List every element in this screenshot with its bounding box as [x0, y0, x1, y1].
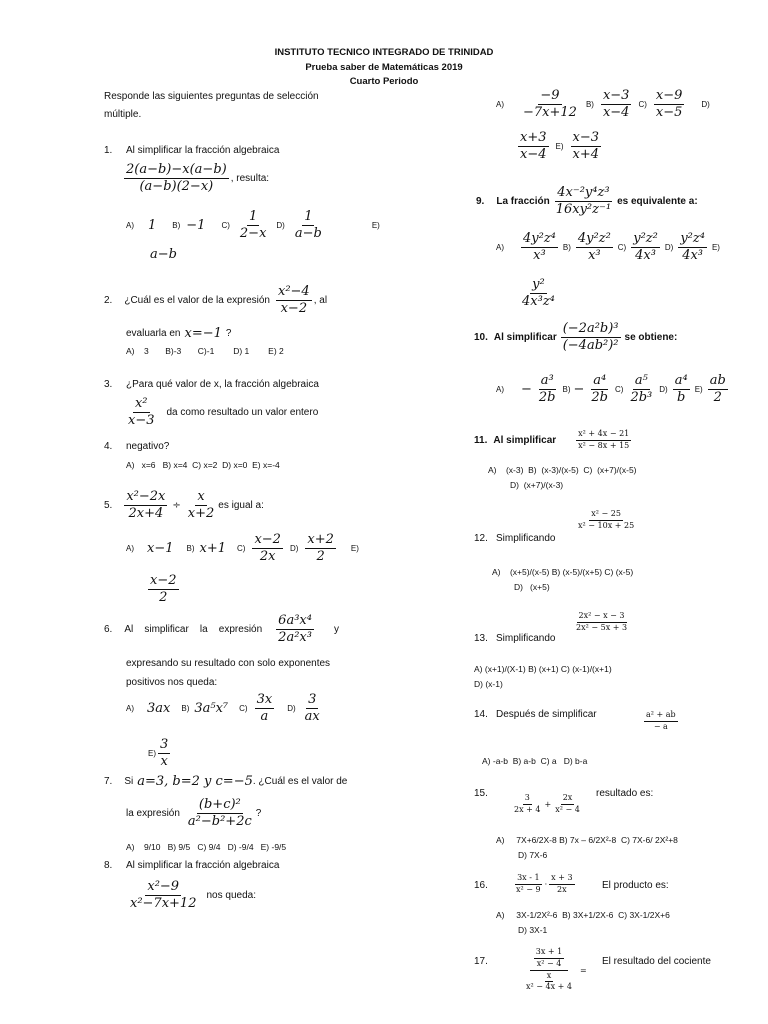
q12-text: Simplificando [496, 533, 556, 544]
q8-expression: $\frac{\text{x²−9}}{\text{x²−7x+12}}$ nos queda: [130, 879, 256, 912]
q10-options: A) − $\frac{\text{a³}}{2b}$ B) − $\frac{\text{a⁴}}{2b}$ C) $\frac{\text{a⁵}}{\text{2b³}}$ D) $\frac{\text{a⁴}}{b}$ E) $\frac{ab}{2}$ [496, 373, 726, 406]
intro-line1: Responde las siguientes preguntas de selección [104, 91, 319, 102]
q9-line1: 9. La fracción $\frac{\text{4x⁻²y⁴z³}}{\text{16xy²z⁻¹}}$ es equivalente a: [476, 185, 698, 218]
q1-options: A) 1 B) −1 C) $\frac{1}{2-x}$ D) $\frac{1}{a-b}$ E) [126, 209, 380, 242]
q1-number: 1. [104, 145, 113, 156]
q16-tail: El producto es: [602, 880, 669, 891]
q10-line1: 10. Al simplificar $\frac{\text{(−2a²b)³}}{\text{(−4ab²)²}}$ se obtiene: [474, 321, 678, 354]
q4-text: negativo? [126, 441, 170, 452]
q17-expression: $\frac{\frac{3x + 1}{\text{x² − 4}}}{\frac{x}{\text{x² − 4x + 4}}}$ = [526, 947, 587, 992]
q6-options: A) 3ax B) 3a⁵x⁷ C) $\frac{3x}{a}$ D) $\frac{3}{ax}$ [126, 692, 320, 725]
q6-line1: 6. Al simplificar la expresión $\frac{\text{6a³x⁴}}{\text{2a²x³}}$ y [104, 613, 339, 646]
q13-expression: $\frac{\text{2x² − x − 3}}{\text{2x² − 5x + 3}}$ [576, 611, 628, 632]
q7-line2: la expresión $\frac{\text{(b+c)²}}{\text{a²−b²+2c}}$ ? [126, 797, 262, 830]
q16-options: A) 3X-1/2X²-6 B) 3X+1/2X-6 C) 3X-1/2X+6 [496, 910, 670, 920]
q8-options-row2: $\frac{x+3}{x-4}$ E) $\frac{x-3}{x+4}$ [520, 130, 599, 163]
q14-options: A) -a-b B) a-b C) a D) b-a [482, 756, 588, 766]
q15-options: A) 7X+6/2X-8 B) 7x – 6/2X²-8 C) 7X-6/ 2X²+8 [496, 835, 678, 845]
q12-options: A) (x+5)/(x-5) B) (x-5)/(x+5) C) (x-5) [492, 567, 634, 577]
q6-option-e: E) $\frac{3}{x}$ [148, 737, 169, 770]
q3-text: ¿Para qué valor de x, la fracción algebraica [126, 379, 319, 390]
q2-line2: evaluarla en x=−1 ? [126, 326, 232, 341]
q11-options: A) (x-3) B) (x-3)/(x-5) C) (x+7)/(x-5) [488, 465, 637, 475]
q12-option-d: D) (x+5) [514, 582, 550, 592]
q6-line2: expresando su resultado con solo exponentes [126, 658, 331, 669]
q7-line1: 7. Si a=3, b=2 y c=−5 . ¿Cuál es el valor de [104, 774, 348, 789]
q11-line1: 11. Al simplificar $\frac{\text{x² + 4x − 21}}{\text{x² − 8x + 15}}$ [474, 429, 630, 450]
q13-option-d: D) (x-1) [474, 679, 503, 689]
q13-options: A) (x+1)/(X-1) B) (x+1) C) (x-1)/(x+1) [474, 664, 612, 674]
intro-line2: múltiple. [104, 109, 142, 120]
exam-period: Cuarto Periodo [349, 76, 419, 87]
q16-option-d: D) 3X-1 [518, 925, 548, 935]
q15-option-d: D) 7X-6 [518, 850, 548, 860]
q17-number: 17. [474, 956, 488, 967]
q16-expression: $\frac{3x - 1}{\text{x² − 9}}$ · $\frac{x + 3}{2x}$ [516, 873, 573, 894]
q15-expression: $\frac{3}{2x + 4}$ + $\frac{2x}{\text{x² − 4}}$ [514, 793, 580, 814]
q8-options: A) $\frac{-9}{-7x+12}$ B) $\frac{x-3}{x-4}$ C) $\frac{x-9}{x-5}$ D) [496, 88, 710, 121]
q5-options: A) x−1 B) x+1 C) $\frac{x-2}{2x}$ D) $\frac{x+2}{2}$ E) [126, 532, 359, 565]
q2-options: A) 3 B)-3 C)-1 D) 1 E) 2 [126, 346, 284, 356]
q15-number: 15. [474, 788, 488, 799]
q14-text: Después de simplificar [496, 709, 597, 720]
q6-line3: positivos nos queda: [126, 677, 218, 688]
q1-expression: $\frac{2(a-b)-x(a-b)}{(a-b)(2-x)}$ , resulta: [126, 162, 270, 195]
q8-text: Al simplificar la fracción algebraica [126, 860, 280, 871]
q2-line1: 2. ¿Cuál es el valor de la expresión $\frac{\text{x²−4}}{x-2}$ , al [104, 284, 328, 317]
exam-title: Prueba saber de Matemáticas 2019 [305, 62, 463, 73]
q1-text: Al simplificar la fracción algebraica [126, 145, 280, 156]
q11-option-d: D) (x+7)/(x-3) [510, 480, 564, 490]
q16-number: 16. [474, 880, 488, 891]
q3-number: 3. [104, 379, 113, 390]
q4-number: 4. [104, 441, 113, 452]
q17-tail: El resultado del cociente [602, 956, 711, 967]
q3-expression: $\frac{\text{x²}}{x-3}$ da como resultado un valor entero [128, 396, 319, 429]
q13-number: 13. [474, 633, 488, 644]
q15-tail: resultado es: [596, 788, 654, 799]
q14-number: 14. [474, 709, 488, 720]
school-name: INSTITUTO TECNICO INTEGRADO DE TRINIDAD [274, 47, 494, 58]
q5-line1: 5. $\frac{\text{x²−2x}}{2x+4}$ ÷ $\frac{x}{x+2}$ es igual a: [104, 489, 264, 522]
q7-options: A) 9/10 B) 9/5 C) 9/4 D) -9/4 E) -9/5 [126, 842, 287, 852]
q9-option-e: $\frac{\text{y²}}{\text{4x³z⁴}}$ [522, 277, 555, 310]
q13-text: Simplificando [496, 633, 556, 644]
q9-options: A) $\frac{\text{4y²z⁴}}{\text{x³}}$ B) $\frac{\text{4y²z²}}{\text{x³}}$ C) $\frac{\text{y²z²}}{\text{4x³}}$ D) $\frac{\text{y²z⁴}}{\text{4x³}}$ E) [496, 231, 720, 264]
q4-options: A) x=6 B) x=4 C) x=2 D) x=0 E) x=-4 [126, 460, 280, 470]
q8-number: 8. [104, 860, 113, 871]
q5-option-e: $\frac{x-2}{2}$ [150, 573, 177, 606]
q1-option-e: a−b [150, 247, 177, 262]
q12-expression: $\frac{\text{x² − 25}}{\text{x² − 10x + 25}}$ [578, 509, 635, 530]
q12-number: 12. [474, 533, 488, 544]
q14-expression: $\frac{\text{a² + ab}}{- a}$ [646, 710, 676, 731]
